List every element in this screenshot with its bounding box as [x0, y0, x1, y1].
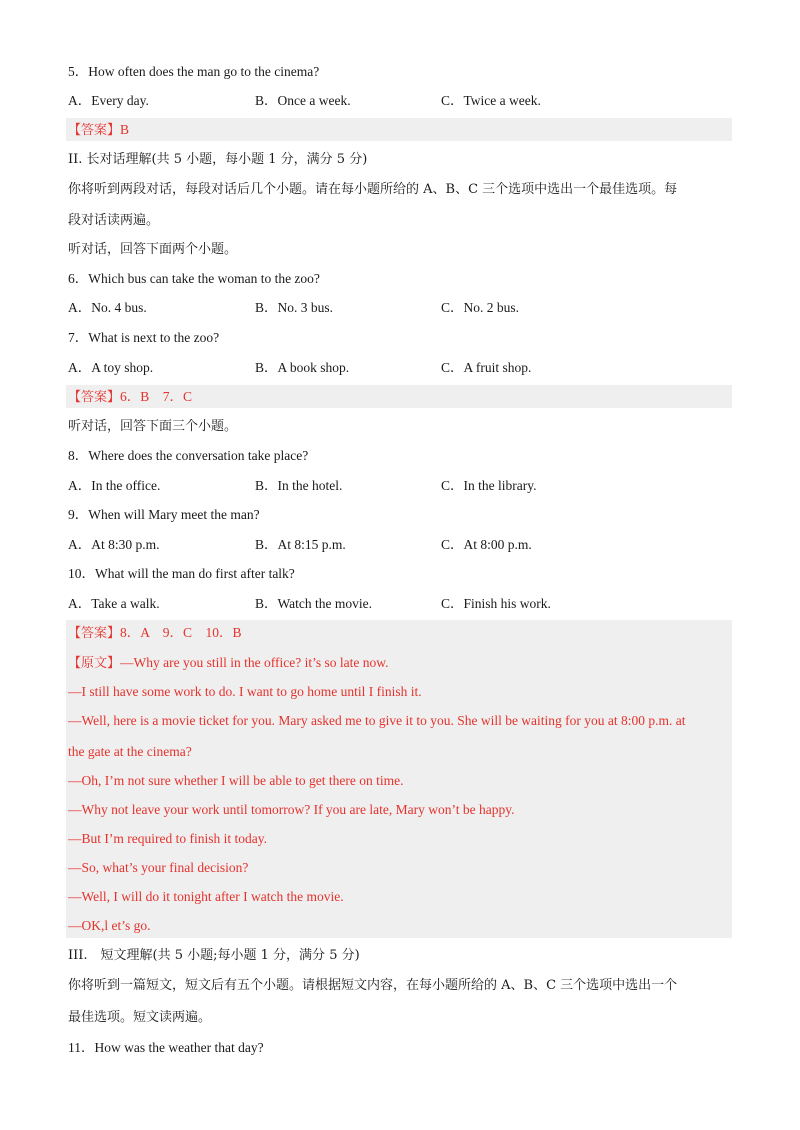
answer-tag: 【答案】: [68, 123, 121, 138]
q10-option-b: B．Watch the movie.: [255, 596, 373, 611]
section3-instruction-2: 最佳选项。短文读两遍。: [68, 1010, 212, 1025]
section3-instruction-1: 你将听到一篇短文，短文后有五个小题。请根据短文内容，在每小题所给的 A、B、C 三个选项中选出一个: [68, 978, 678, 993]
q11-question: 11．How was the weather that day?: [68, 1040, 264, 1055]
q8-option-a: A．In the office.: [68, 478, 161, 493]
q6-option-a: A．No. 4 bus.: [68, 300, 147, 315]
q7-question: 7．What is next to the zoo?: [68, 330, 220, 345]
q9-option-a: A．At 8:30 p.m.: [68, 537, 160, 552]
answer-line-2: [68, 388, 192, 407]
transcript-line-6: —Why not leave your work until tomorrow? If you are late, Mary won’t be happy.: [68, 802, 515, 817]
section2-prompt-1: 听对话，回答下面两个小题。: [68, 242, 238, 257]
transcript-line-7: —But I’m required to finish it today.: [68, 831, 267, 846]
prompt-2: 听对话，回答下面三个小题。: [68, 419, 238, 434]
answer-shade-1: [66, 118, 732, 141]
q10-option-a: A．Take a walk.: [68, 596, 160, 611]
transcript-line-9: —Well, I will do it tonight after I watch the movie.: [68, 889, 344, 904]
transcript-text: —Why are you still in the office? it’s so late now.: [120, 655, 389, 670]
q10-question: 10．What will the man do first after talk?: [68, 566, 295, 581]
q5-option-c: C．Twice a week.: [441, 93, 541, 108]
transcript-line-5: —Oh, I’m not sure whether I will be able to get there on time.: [68, 773, 404, 788]
transcript-tag: 【原文】: [68, 656, 121, 671]
answer-text: 6．B 7．C: [120, 389, 193, 404]
q8-question: 8．Where does the conversation take place?: [68, 448, 309, 463]
q8-option-b: B．In the hotel.: [255, 478, 343, 493]
q10-option-c: C．Finish his work.: [441, 596, 551, 611]
q5-question: 5．How often does the man go to the cinema?: [68, 64, 320, 79]
q9-option-b: B．At 8:15 p.m.: [255, 537, 346, 552]
q6-question: 6．Which bus can take the woman to the zoo?: [68, 271, 320, 286]
transcript-line-8: —So, what’s your final decision?: [68, 860, 249, 875]
answer-line-3: [68, 624, 242, 643]
section3-heading: III. 短文理解(共 5 小题;每小题 1 分，满分 5 分): [68, 948, 360, 963]
answer-tag: 【答案】: [68, 390, 121, 405]
section2-instruction-1: 你将听到两段对话，每段对话后几个小题。请在每小题所给的 A、B、C 三个选项中选出一个最佳选项。每: [68, 182, 678, 197]
q5-option-b: B．Once a week.: [255, 93, 351, 108]
answer-text: B: [120, 122, 130, 137]
transcript-line-4: the gate at the cinema?: [68, 744, 192, 759]
answer-tag: 【答案】: [68, 626, 121, 641]
section2-heading: II. 长对话理解(共 5 小题，每小题 1 分，满分 5 分): [68, 152, 368, 167]
transcript-line-3: —Well, here is a movie ticket for you. Mary asked me to give it to you. She will be waiting for you at 8:00 p.m. at: [68, 713, 686, 728]
transcript-line-2: —I still have some work to do. I want to go home until I finish it.: [68, 684, 422, 699]
q6-option-c: C．No. 2 bus.: [441, 300, 520, 315]
q5-option-a: A．Every day.: [68, 93, 149, 108]
q9-question: 9．When will Mary meet the man?: [68, 507, 260, 522]
q7-option-c: C．A fruit shop.: [441, 360, 532, 375]
q8-option-c: C．In the library.: [441, 478, 537, 493]
answer-text: 8．A 9．C 10．B: [120, 625, 242, 640]
transcript-line-1: [68, 654, 388, 673]
answer-line-1: [68, 121, 129, 140]
q9-option-c: C．At 8:00 p.m.: [441, 537, 532, 552]
q6-option-b: B．No. 3 bus.: [255, 300, 334, 315]
section2-instruction-2: 段对话读两遍。: [68, 213, 160, 228]
q7-option-b: B．A book shop.: [255, 360, 350, 375]
transcript-line-10: —OK,l et’s go.: [68, 918, 151, 933]
q7-option-a: A．A toy shop.: [68, 360, 154, 375]
